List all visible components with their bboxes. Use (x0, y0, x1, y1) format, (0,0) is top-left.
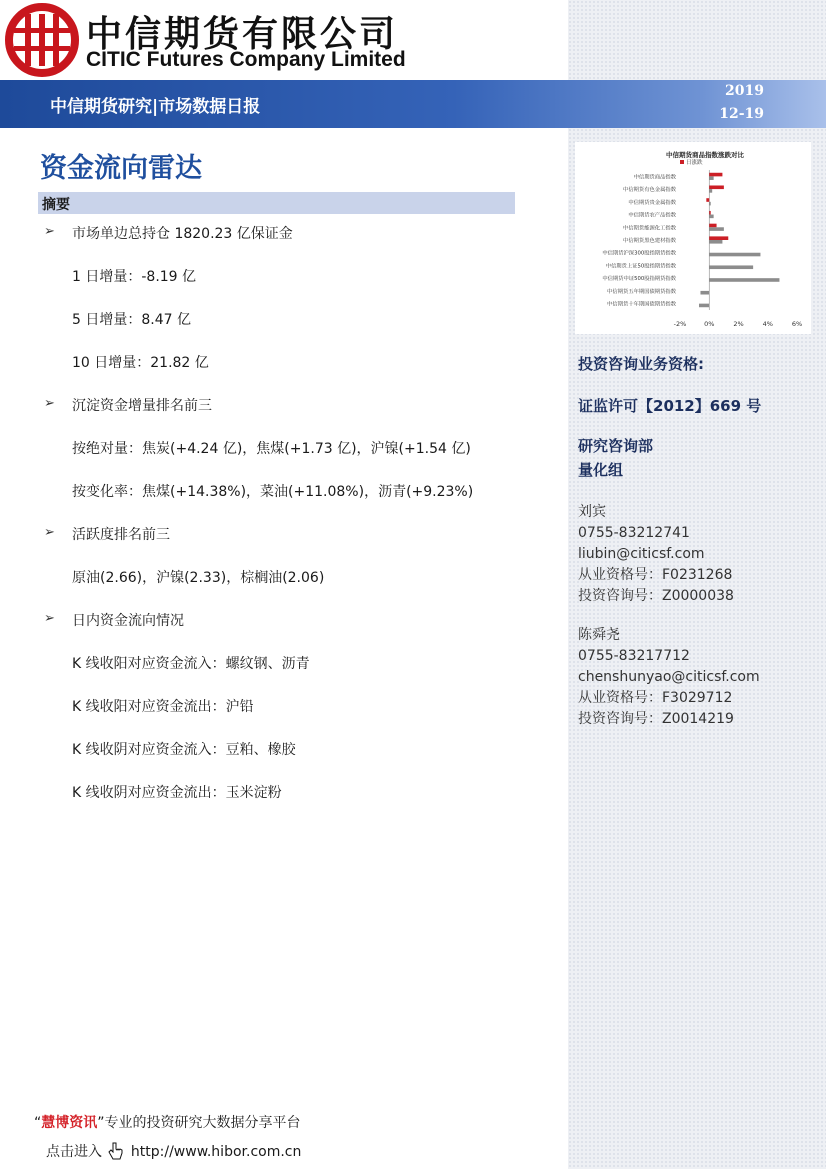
banner-title: 中信期货研究|市场数据日报 (50, 97, 261, 117)
section-2-line: 按变化率：焦煤(+14.38%)，菜油(+11.08%)，沥青(+9.23%) (72, 484, 474, 500)
chart-bar (709, 240, 722, 244)
chart-category-label: 中信期货能源化工指数 (623, 225, 676, 232)
pointer-hand-icon (108, 1142, 124, 1160)
analyst-email[interactable]: chenshunyao@citicsf.com (578, 669, 760, 685)
chart-category-label: 中信期货黑色建材指数 (623, 238, 676, 244)
section-4-line: K 线收阳对应资金流入：螺纹钢、沥青 (72, 656, 310, 672)
company-name-en: CITIC Futures Company Limited (86, 48, 406, 71)
legend-swatch (680, 160, 684, 164)
section-1-line: 5 日增量：8.47 亿 (72, 312, 191, 328)
chart-tick-label: 0% (704, 320, 715, 328)
section-4-heading: 日内资金流向情况 (72, 613, 184, 629)
chart-tick-label: 4% (762, 320, 773, 328)
index-change-chart (575, 142, 811, 334)
analyst-cert: 从业资格号：F3029712 (578, 690, 733, 706)
legend-label: 日涨跌 (686, 160, 703, 166)
analyst-phone: 0755-83217712 (578, 648, 690, 664)
section-1-line: 1 日增量：-8.19 亿 (72, 269, 197, 285)
report-banner (0, 80, 826, 128)
chart-category-label: 中信期货十年期国债期货指数 (607, 301, 676, 308)
qualification-label: 投资咨询业务资格: (578, 355, 704, 373)
chart-bar (709, 189, 712, 193)
chart-category-label: 中信期货商品指数 (633, 174, 676, 181)
chart-bar (709, 215, 713, 219)
analyst-advisory: 投资咨询号：Z0014219 (578, 711, 734, 727)
chart-bar (709, 224, 716, 228)
page-title: 资金流向雷达 (40, 153, 202, 184)
footer-enter-label: 点击进入 (46, 1144, 102, 1160)
chart-bar (709, 265, 753, 269)
section-3-heading: 活跃度排名前三 (72, 527, 170, 543)
quote-open: “ (34, 1115, 42, 1131)
chart-category-label: 中信期货五年期国债期货指数 (607, 288, 676, 295)
chart-tick-label: 2% (733, 320, 744, 328)
citic-logo-icon (4, 2, 82, 78)
department: 研究咨询部 (578, 437, 654, 455)
chart-bar (709, 236, 728, 240)
analyst-cert: 从业资格号：F0231268 (578, 567, 733, 583)
section-4-line: K 线收阴对应资金流出：玉米淀粉 (72, 785, 282, 801)
chart-bar (709, 185, 724, 189)
footer-brand: 慧博资讯 (41, 1115, 98, 1131)
section-3-line: 原油(2.66)，沪镍(2.33)，棕榈油(2.06) (72, 570, 325, 586)
analyst-name: 陈舜尧 (578, 627, 620, 643)
report-date: 12-19 (719, 106, 764, 122)
section-1-line: 10 日增量：21.82 亿 (72, 355, 209, 371)
chart-bar (699, 304, 709, 308)
company-logo (4, 2, 424, 78)
chart-bar (709, 211, 710, 215)
summary-header (38, 192, 515, 214)
chart-category-label: 中信期货上证50股指期货指数 (605, 263, 676, 270)
footer-url[interactable]: http://www.hibor.com.cn (130, 1144, 302, 1160)
license-number: 证监许可【2012】669 号 (578, 397, 762, 415)
chart-bar (709, 253, 760, 257)
company-name-cn: 中信期货有限公司 (86, 13, 399, 55)
chart-category-label: 中信期货农产品指数 (628, 212, 676, 219)
section-1-heading: 市场单边总持仓 1820.23 亿保证金 (72, 226, 293, 242)
analyst-email[interactable]: liubin@citicsf.com (578, 546, 705, 562)
footer-slogan (34, 1112, 301, 1132)
analyst-phone: 0755-83212741 (578, 525, 690, 541)
chart-bar (709, 202, 710, 206)
section-4-line: K 线收阴对应资金流入：豆粕、橡胶 (72, 742, 296, 758)
chart-bar (700, 291, 709, 295)
analyst-card (578, 502, 734, 607)
section-2-heading: 沉淀资金增量排名前三 (72, 398, 212, 414)
chart-tick-label: -2% (673, 320, 687, 328)
section-2-line: 按绝对量：焦炭(+4.24 亿)，焦煤(+1.73 亿)，沪镍(+1.54 亿) (72, 441, 471, 457)
bullet-arrow-icon: ➢ (44, 396, 55, 411)
analyst-card (578, 625, 760, 730)
chart-bar (709, 176, 713, 180)
footer-slogan-text: 专业的投资研究大数据分享平台 (104, 1115, 301, 1131)
quote-close: ” (97, 1115, 105, 1131)
report-year: 2019 (725, 83, 764, 99)
footer-link[interactable] (46, 1141, 301, 1161)
chart-bar (709, 278, 779, 282)
chart-category-label: 中信期货有色金属指数 (623, 187, 676, 194)
chart-bar (709, 173, 722, 177)
bullet-arrow-icon: ➢ (44, 611, 55, 626)
section-4-line: K 线收阳对应资金流出：沪铅 (72, 699, 254, 715)
analyst-name: 刘宾 (578, 504, 606, 520)
chart-title: 中信期货商品指数涨跌对比 (666, 151, 744, 159)
bullet-arrow-icon: ➢ (44, 525, 55, 540)
bullet-arrow-icon: ➢ (44, 224, 55, 239)
chart-bar (709, 227, 724, 231)
summary-label: 摘要 (42, 197, 70, 213)
analyst-advisory: 投资咨询号：Z0000038 (578, 588, 734, 604)
chart-category-label: 中信期货中证500股指期货指数 (602, 276, 676, 283)
chart-bar (706, 198, 709, 202)
group: 量化组 (578, 461, 624, 479)
chart-category-label: 中信期货沪深300股指期货指数 (602, 250, 676, 257)
chart-tick-label: 6% (791, 320, 803, 328)
chart-category-label: 中信期货贵金属指数 (628, 199, 676, 206)
